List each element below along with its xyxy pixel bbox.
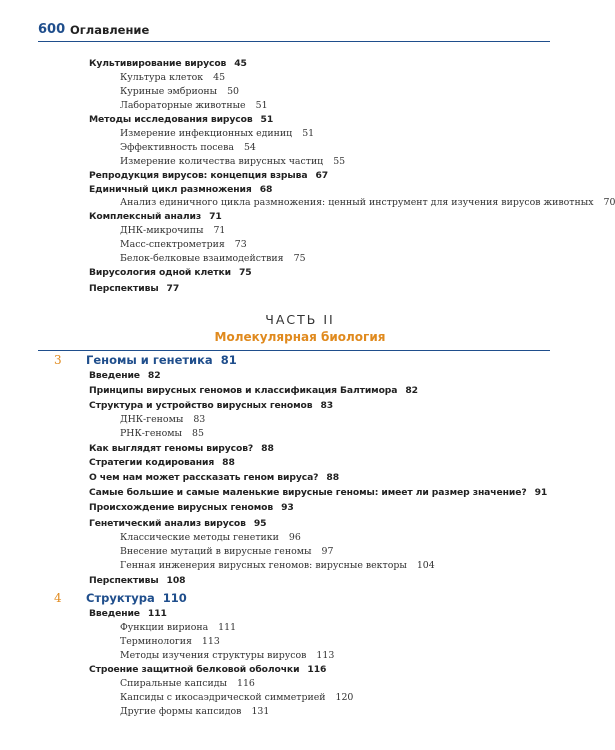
- toc-section-entry: [89, 575, 185, 586]
- toc-section-entry: [89, 518, 266, 529]
- toc-entry-page: 83: [320, 400, 334, 411]
- part-title: Молекулярная биология: [214, 330, 386, 344]
- toc-subsection-entry: [120, 197, 615, 208]
- toc-subsection-entry: [120, 428, 204, 439]
- toc-entry-title: Культивирование вирусов: [89, 58, 227, 69]
- toc-section-entry: [89, 472, 339, 483]
- toc-section-entry: [89, 370, 161, 381]
- toc-entry-page: 113: [201, 636, 220, 647]
- toc-section-entry: [89, 502, 294, 513]
- toc-entry-title: Введение: [89, 608, 140, 619]
- toc-entry-page: 96: [288, 532, 301, 543]
- toc-entry-page: 67: [315, 170, 329, 181]
- toc-subsection-entry: [120, 142, 256, 153]
- toc-entry-page: 116: [307, 664, 327, 675]
- toc-section-entry: [89, 608, 167, 619]
- toc-subsection-entry: [120, 253, 306, 264]
- toc-section-entry: [89, 400, 333, 411]
- toc-entry-page: 54: [243, 142, 256, 153]
- toc-section-entry: [89, 114, 273, 125]
- toc-entry-title: Лабораторные животные: [120, 100, 246, 111]
- toc-entry-page: 45: [213, 72, 226, 83]
- toc-entry-page: 51: [302, 128, 315, 139]
- toc-entry-title: Единичный цикл размножения: [89, 184, 252, 195]
- part-label: ЧАСТЬ II: [265, 312, 335, 327]
- toc-subsection-entry: [120, 156, 345, 167]
- toc-entry-page: 51: [260, 114, 274, 125]
- toc-entry-page: 77: [166, 283, 180, 294]
- toc-entry-page: 88: [261, 443, 274, 454]
- toc-entry-title: ДНК-микрочипы: [120, 225, 204, 236]
- toc-entry-page: 70: [603, 197, 615, 208]
- toc-entry-page: 82: [405, 385, 418, 396]
- toc-entry-page: 51: [255, 100, 268, 111]
- toc-section-entry: [89, 385, 418, 396]
- toc-entry-title: Классические методы генетики: [120, 532, 279, 543]
- part-rule: [38, 350, 550, 351]
- toc-subsection-entry: [120, 546, 333, 557]
- toc-entry-title: Как выглядят геномы вирусов?: [89, 443, 254, 454]
- toc-entry-page: 95: [253, 518, 267, 529]
- toc-section-entry: [89, 184, 272, 195]
- page-header: [38, 22, 550, 40]
- toc-section-entry: [89, 487, 547, 498]
- toc-entry-page: 71: [209, 211, 222, 222]
- toc-entry-title: Спиральные капсиды: [120, 678, 227, 689]
- chapter-3-page: 81: [220, 353, 237, 367]
- chapter-3-number: 3: [54, 353, 62, 367]
- toc-subsection-entry: [120, 650, 334, 661]
- toc-entry-page: 111: [147, 608, 167, 619]
- toc-entry-title: Генетический анализ вирусов: [89, 518, 246, 529]
- toc-entry-title: Генная инженерия вирусных геномов: вирусные векторы: [120, 560, 407, 571]
- page-number: 600: [38, 22, 66, 37]
- toc-entry-title: Стратегии кодирования: [89, 457, 215, 468]
- toc-entry-title: Белок-белковые взаимодействия: [120, 253, 284, 264]
- toc-entry-title: Структура и устройство вирусных геномов: [89, 400, 313, 411]
- toc-entry-title: Методы исследования вирусов: [89, 114, 253, 125]
- toc-entry-page: 111: [218, 622, 237, 633]
- toc-entry-title: Репродукция вирусов: концепция взрыва: [89, 170, 308, 181]
- toc-subsection-entry: [120, 128, 314, 139]
- toc-subsection-entry: [120, 239, 247, 250]
- toc-entry-title: Куриные эмбрионы: [120, 86, 218, 97]
- chapter-4-title-text: Структура: [86, 591, 155, 605]
- toc-entry-page: 55: [333, 156, 346, 167]
- toc-entry-title: Комплексный анализ: [89, 211, 202, 222]
- toc-entry-title: Вирусология одной клетки: [89, 267, 231, 278]
- toc-subsection-entry: [120, 532, 301, 543]
- toc-entry-title: Принципы вирусных геномов и классификация Балтимора: [89, 385, 398, 396]
- toc-entry-title: Функции вириона: [120, 622, 209, 633]
- toc-section-entry: [89, 443, 274, 454]
- toc-subsection-entry: [120, 706, 269, 717]
- toc-entry-title: Терминология: [120, 636, 192, 647]
- toc-entry-page: 45: [234, 58, 247, 69]
- toc-entry-title: Самые большие и самые маленькие вирусные геномы: имеет ли размер значение?: [89, 487, 527, 498]
- toc-entry-page: 120: [335, 692, 354, 703]
- toc-subsection-entry: [120, 560, 435, 571]
- toc-entry-page: 97: [321, 546, 334, 557]
- toc-entry-page: 75: [293, 253, 306, 264]
- toc-subsection-entry: [120, 678, 255, 689]
- toc-entry-title: Капсиды с икосаэдрической симметрией: [120, 692, 326, 703]
- toc-entry-title: Эффективность посева: [120, 142, 234, 153]
- toc-entry-page: 108: [166, 575, 186, 586]
- chapter-4-number: 4: [54, 591, 62, 605]
- toc-entry-title: РНК-геномы: [120, 428, 183, 439]
- toc-entry-title: Измерение количества вирусных частиц: [120, 156, 324, 167]
- toc-entry-page: 116: [237, 678, 255, 689]
- chapter-3-title-text: Геномы и генетика: [86, 353, 213, 367]
- toc-entry-page: 75: [238, 267, 252, 278]
- toc-entry-title: Внесение мутаций в вирусные геномы: [120, 546, 312, 557]
- toc-entry-page: 71: [213, 225, 226, 236]
- chapter-3-title: [86, 353, 237, 367]
- running-title: Оглавление: [70, 23, 150, 37]
- toc-subsection-entry: [120, 100, 268, 111]
- toc-section-entry: [89, 283, 179, 294]
- toc-entry-title: Другие формы капсидов: [120, 706, 242, 717]
- toc-section-entry: [89, 170, 328, 181]
- chapter-4-page: 110: [162, 591, 187, 605]
- toc-entry-page: 88: [222, 457, 235, 468]
- toc-entry-title: Измерение инфекционных единиц: [120, 128, 293, 139]
- toc-subsection-entry: [120, 636, 220, 647]
- toc-subsection-entry: [120, 692, 353, 703]
- toc-entry-title: О чем нам может рассказать геном вируса?: [89, 472, 319, 483]
- header-rule: [38, 41, 550, 42]
- toc-entry-page: 93: [281, 502, 294, 513]
- toc-entry-title: Введение: [89, 370, 140, 381]
- toc-subsection-entry: [120, 414, 205, 425]
- toc-entry-title: Культура клеток: [120, 72, 204, 83]
- chapter-4-title: [86, 591, 187, 605]
- toc-entry-title: Методы изучения структуры вирусов: [120, 650, 307, 661]
- toc-section-entry: [89, 211, 222, 222]
- toc-entry-title: Происхождение вирусных геномов: [89, 502, 274, 513]
- toc-entry-page: 73: [234, 239, 247, 250]
- toc-entry-title: Строение защитной белковой оболочки: [89, 664, 300, 675]
- toc-entry-title: ДНК-геномы: [120, 414, 184, 425]
- toc-section-entry: [89, 457, 235, 468]
- toc-section-entry: [89, 664, 326, 675]
- toc-entry-page: 131: [251, 706, 270, 717]
- toc-entry-page: 91: [534, 487, 548, 498]
- toc-entry-title: Перспективы: [89, 283, 159, 294]
- toc-section-entry: [89, 58, 247, 69]
- toc-entry-title: Масс-спектрометрия: [120, 239, 225, 250]
- toc-subsection-entry: [120, 622, 236, 633]
- toc-entry-page: 104: [416, 560, 435, 571]
- toc-entry-page: 50: [227, 86, 239, 97]
- toc-entry-page: 88: [326, 472, 339, 483]
- toc-entry-page: 85: [192, 428, 204, 439]
- toc-entry-title: Перспективы: [89, 575, 159, 586]
- toc-entry-page: 82: [147, 370, 161, 381]
- toc-subsection-entry: [120, 225, 225, 236]
- toc-entry-page: 83: [193, 414, 206, 425]
- toc-section-entry: [89, 267, 252, 278]
- toc-entry-title: Анализ единичного цикла размножения: ценный инструмент для изучения вирусов животных: [120, 197, 594, 208]
- toc-subsection-entry: [120, 72, 225, 83]
- toc-subsection-entry: [120, 86, 239, 97]
- toc-entry-page: 113: [316, 650, 335, 661]
- toc-entry-page: 68: [259, 184, 273, 195]
